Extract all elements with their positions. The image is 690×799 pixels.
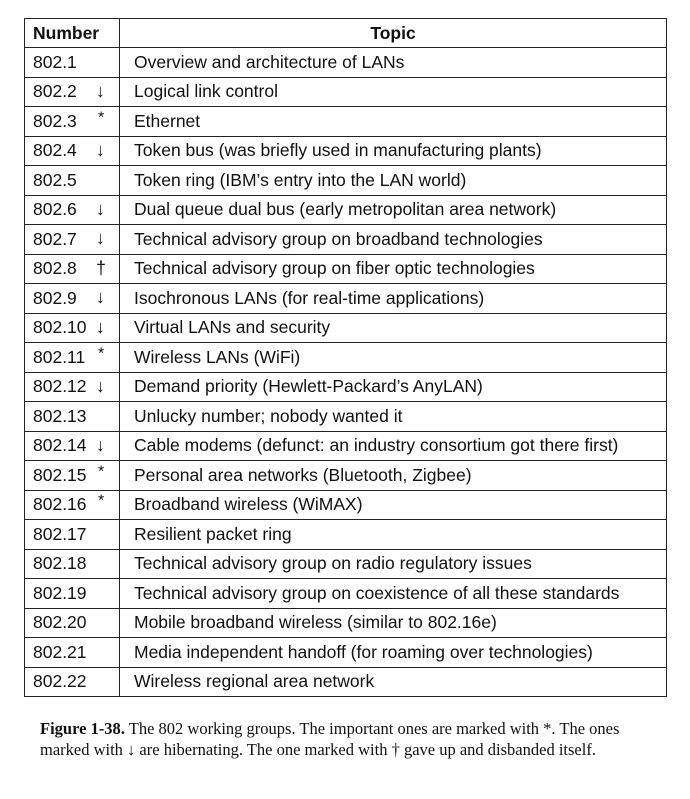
table-body [25,48,667,697]
cell-topic: Unlucky number; nobody wanted it [120,402,667,432]
table-row [25,136,667,166]
table-row [25,431,667,461]
table-row [25,254,667,284]
cell-number [25,195,120,225]
standard-number: 802.20 [33,612,87,633]
hibernating-arrow-icon: ↓ [96,316,105,337]
cell-topic: Cable modems (defunct: an industry consortium got there first) [120,431,667,461]
cell-topic: Logical link control [120,77,667,107]
standard-number: 802.10 [33,317,87,338]
cell-topic: Virtual LANs and security [120,313,667,343]
table-row [25,667,667,697]
standard-number: 802.19 [33,582,87,603]
hibernating-arrow-icon: ↓ [96,375,105,396]
cell-topic: Token bus (was briefly used in manufacturing plants) [120,136,667,166]
cell-topic: Overview and architecture of LANs [120,48,667,78]
cell-number [25,343,120,373]
cell-number [25,431,120,461]
table-row [25,107,667,137]
standard-number: 802.15 [33,464,87,485]
cell-topic: Personal area networks (Bluetooth, Zigbee) [120,461,667,491]
table-header-row [25,19,667,48]
cell-number [25,284,120,314]
cell-number [25,549,120,579]
header-topic: Topic [120,19,667,48]
table-row [25,608,667,638]
standard-number: 802.5 [33,169,77,190]
cell-topic: Technical advisory group on fiber optic technologies [120,254,667,284]
table-row [25,313,667,343]
hibernating-arrow-icon: ↓ [96,80,105,101]
standard-number: 802.22 [33,671,87,692]
cell-topic: Ethernet [120,107,667,137]
cell-number [25,667,120,697]
cell-topic: Broadband wireless (WiMAX) [120,490,667,520]
standard-number: 802.9 [33,287,77,308]
table-row [25,402,667,432]
standard-number: 802.2 [33,81,77,102]
table-row [25,343,667,373]
cell-topic: Media independent handoff (for roaming over technologies) [120,638,667,668]
standard-number: 802.12 [33,376,87,397]
standard-number: 802.13 [33,405,87,426]
cell-number [25,638,120,668]
standard-number: 802.8 [33,258,77,279]
important-mark-icon: * [98,345,105,363]
cell-number [25,225,120,255]
standard-number: 802.4 [33,140,77,161]
standard-number: 802.16 [33,494,87,515]
table-row [25,166,667,196]
standard-number: 802.17 [33,523,87,544]
figure-caption [40,718,656,760]
table-row [25,461,667,491]
table-row [25,77,667,107]
standard-number: 802.6 [33,199,77,220]
cell-topic: Token ring (IBM’s entry into the LAN world) [120,166,667,196]
important-mark-icon: * [98,463,105,481]
important-mark-icon: * [98,492,105,510]
cell-number [25,136,120,166]
cell-topic: Wireless LANs (WiFi) [120,343,667,373]
cell-number [25,520,120,550]
hibernating-arrow-icon: ↓ [96,198,105,219]
cell-topic: Resilient packet ring [120,520,667,550]
cell-number [25,254,120,284]
standard-number: 802.3 [33,110,77,131]
hibernating-arrow-icon: ↓ [96,139,105,160]
cell-number [25,313,120,343]
cell-number [25,490,120,520]
working-groups-table [24,18,667,697]
table-row [25,579,667,609]
caption-text: The 802 working groups. The important ones are marked with *. The ones marked with ↓ are hibernating. The one marked with † gave up and disbanded itself. [40,719,620,759]
table-row [25,520,667,550]
cell-topic: Wireless regional area network [120,667,667,697]
cell-number [25,461,120,491]
header-number: Number [25,19,120,48]
standard-number: 802.7 [33,228,77,249]
cell-number [25,402,120,432]
standard-number: 802.11 [33,346,86,367]
cell-number [25,107,120,137]
hibernating-arrow-icon: ↓ [96,228,105,249]
cell-topic: Technical advisory group on radio regulatory issues [120,549,667,579]
important-mark-icon: * [98,109,105,127]
table-row [25,638,667,668]
cell-number [25,166,120,196]
cell-topic: Demand priority (Hewlett-Packard’s AnyLAN) [120,372,667,402]
caption-label: Figure 1-38. [40,719,125,738]
standard-number: 802.18 [33,553,87,574]
table-row [25,195,667,225]
table-row [25,225,667,255]
hibernating-arrow-icon: ↓ [96,434,105,455]
cell-topic: Technical advisory group on coexistence of all these standards [120,579,667,609]
table-row [25,284,667,314]
cell-number [25,608,120,638]
cell-number [25,77,120,107]
cell-number [25,579,120,609]
standard-number: 802.1 [33,51,77,72]
table-row [25,48,667,78]
cell-number [25,372,120,402]
table-row [25,490,667,520]
standard-number: 802.14 [33,435,87,456]
table-row [25,372,667,402]
cell-number [25,48,120,78]
cell-topic: Mobile broadband wireless (similar to 802.16e) [120,608,667,638]
table-row [25,549,667,579]
cell-topic: Isochronous LANs (for real-time applications) [120,284,667,314]
cell-topic: Technical advisory group on broadband technologies [120,225,667,255]
standard-number: 802.21 [33,641,87,662]
cell-topic: Dual queue dual bus (early metropolitan area network) [120,195,667,225]
hibernating-arrow-icon: ↓ [96,287,105,308]
disbanded-dagger-icon: † [96,257,107,278]
